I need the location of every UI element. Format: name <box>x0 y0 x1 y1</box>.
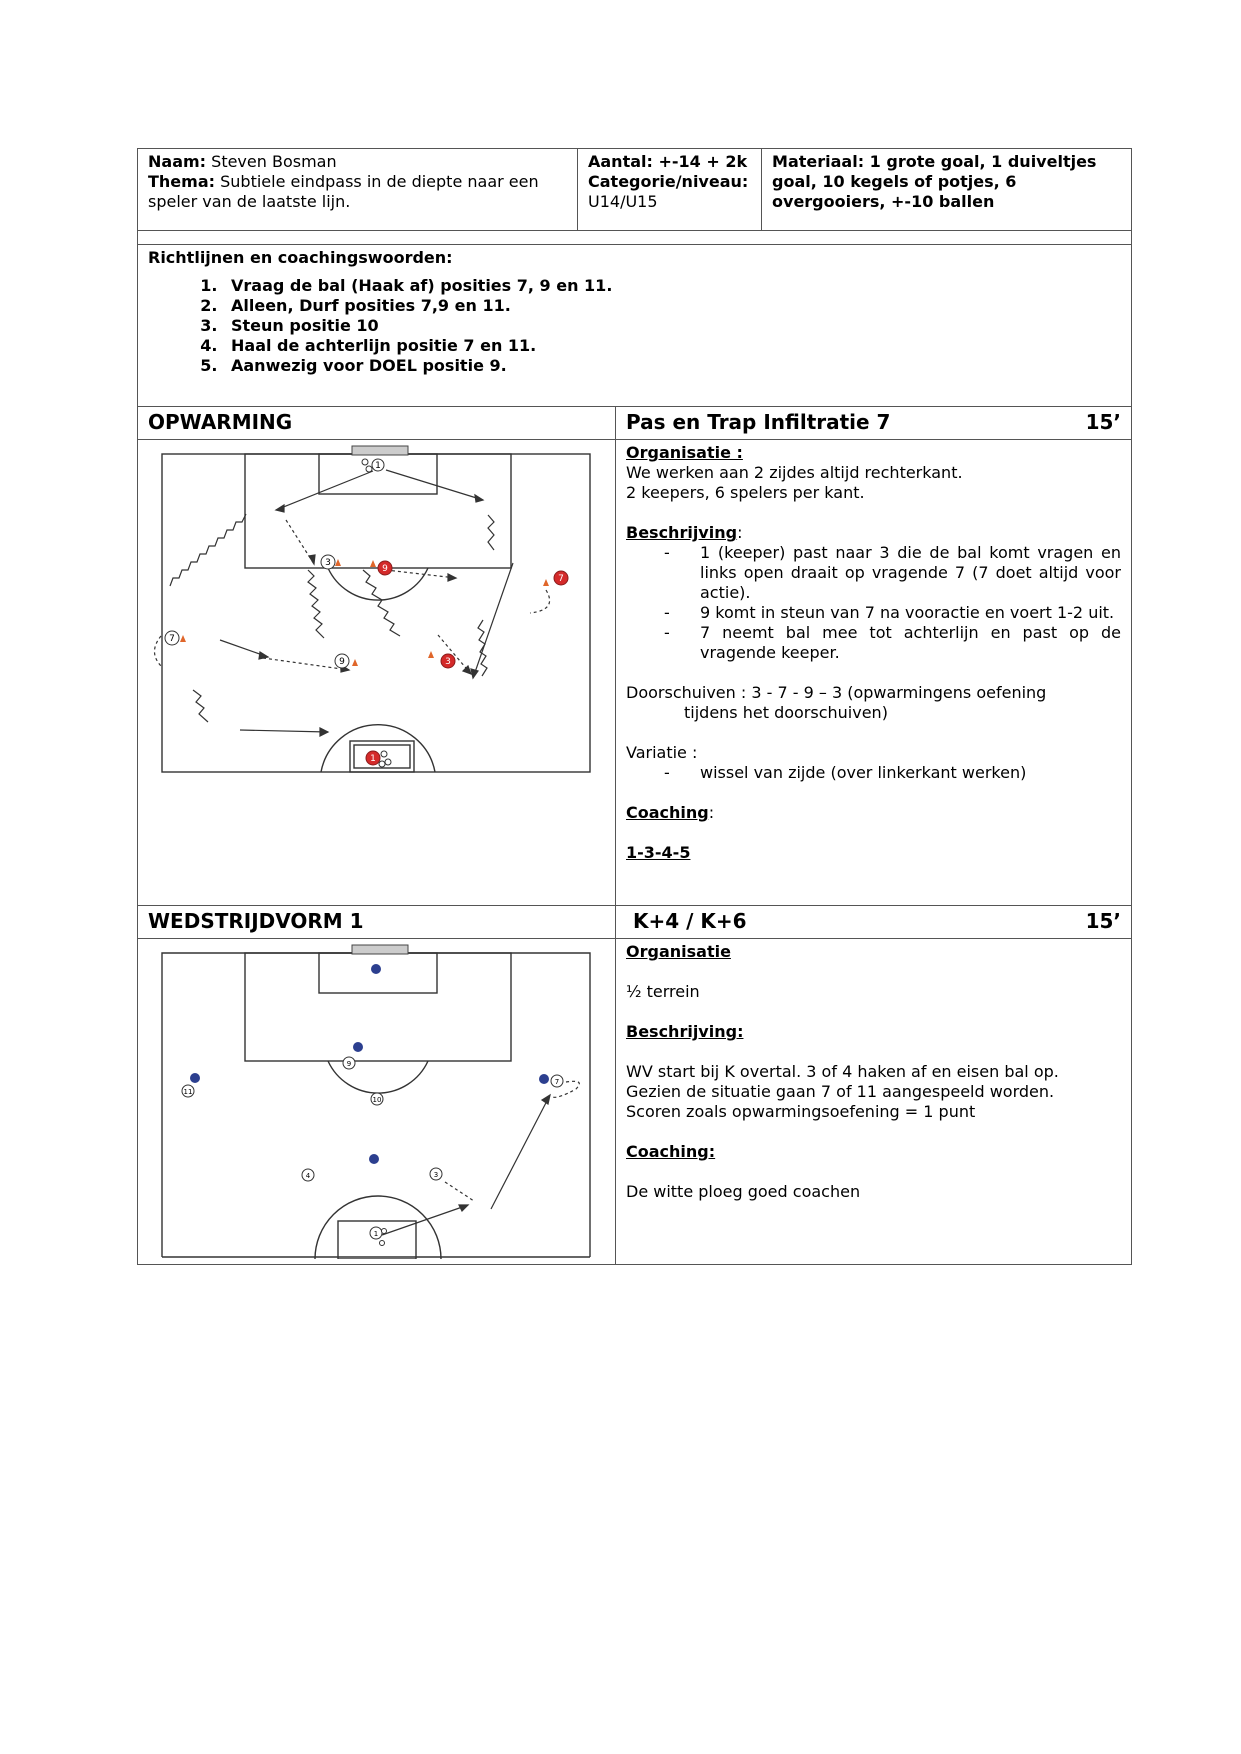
variatie-item: - wissel van zijde (over linkerkant werken) <box>664 763 1121 783</box>
white-player-label: 3 <box>433 1171 439 1179</box>
wedstrijdvorm-field-diagram <box>138 939 616 1259</box>
opwarming-text-cell: Organisatie : We werken aan 2 zijdes altijd rechterkant. 2 keepers, 6 spelers per kant. Beschrijving: - 1 (keeper) past naar 3 die de bal komt vragen en links open draait op vragende 7 (7 doet altijd voor actie). - 9 komt in steun van 7 na vooractie en voert 1-2 uit. - 7 neemt bal mee tot achterlijn en past op de vragende keeper. Doorschuiven : 3 - 7 - 9 – 3 (opwarmingens oefening tijdens het doorschuiven) Variatie : - wissel van zijde (over linkerkant werken) Coaching: 1-3-4-5 <box>616 440 1132 906</box>
wedstrijdvorm-diagram-cell <box>138 939 616 1265</box>
white-player-label: 3 <box>325 558 331 568</box>
beschrijving-label: Beschrijving <box>626 523 738 542</box>
spacer-row <box>138 231 1132 245</box>
white-player-label: 10 <box>372 1096 382 1104</box>
coaching-label: Coaching: <box>626 1142 716 1161</box>
red-player-label: 1 <box>370 754 376 764</box>
red-player-label: 9 <box>382 564 388 574</box>
aantal-cell <box>578 149 762 231</box>
beschrijving-line: Scoren zoals opwarmingsoefening = 1 punt <box>626 1102 976 1121</box>
variatie-label: Variatie : <box>626 743 698 762</box>
naam-thema-cell <box>138 149 578 231</box>
richtlijnen-title: Richtlijnen en coachingswoorden: <box>148 248 453 267</box>
richtlijn-item: 5. Aanwezig voor DOEL positie 9. <box>223 356 1121 376</box>
wedstrijdvorm-duration: 15’ <box>1085 909 1122 933</box>
white-player-label: 9 <box>346 1060 352 1068</box>
opwarming-title: OPWARMING <box>138 407 616 440</box>
red-player-label: 7 <box>558 574 564 584</box>
doorschuiven-line: Doorschuiven : 3 - 7 - 9 – 3 (opwarmingens oefening <box>626 683 1047 702</box>
coaching-value: De witte ploeg goed coachen <box>626 1182 861 1201</box>
naam-value: Steven Bosman <box>211 152 337 171</box>
white-player-label: 7 <box>554 1078 560 1086</box>
white-player-label: 7 <box>169 634 175 644</box>
opwarming-exercise-cell <box>616 407 1132 440</box>
doorschuiven-line: tijdens het doorschuiven) <box>684 703 888 722</box>
richtlijnen-row <box>138 245 1132 407</box>
beschrijving-item: - 7 neemt bal mee tot achterlijn en past op de vragende keeper. <box>664 623 1121 663</box>
coaching-value: 1-3-4-5 <box>626 843 691 862</box>
richtlijnen-list <box>148 276 1121 376</box>
opwarming-duration: 15’ <box>1085 410 1122 434</box>
wedstrijdvorm-title: WEDSTRIJDVORM 1 <box>138 906 616 939</box>
wedstrijdvorm-body-row <box>138 939 1132 1265</box>
opwarming-diagram-cell <box>138 440 616 906</box>
wedstrijdvorm-exercise-cell <box>616 906 1132 939</box>
richtlijn-item: 3. Steun positie 10 <box>223 316 1121 336</box>
coaching-label: Coaching <box>626 803 709 822</box>
aantal-label: Aantal: +-14 + 2k <box>588 152 748 171</box>
opwarming-body-row <box>138 440 1132 906</box>
header-row <box>138 149 1132 231</box>
red-player-label: 3 <box>445 657 451 667</box>
richtlijn-item: 2. Alleen, Durf posities 7,9 en 11. <box>223 296 1121 316</box>
organisatie-line: We werken aan 2 zijdes altijd rechterkant. <box>626 463 963 482</box>
beschrijving-label: Beschrijving: <box>626 1022 744 1041</box>
wedstrijdvorm-text-cell <box>616 939 1132 1265</box>
beschrijving-item: - 9 komt in steun van 7 na vooractie en voert 1-2 uit. <box>664 603 1121 623</box>
opwarming-heading-row <box>138 407 1132 440</box>
opwarming-field-diagram <box>138 440 616 900</box>
richtlijnen-cell <box>138 245 1132 407</box>
categorie-value: U14/U15 <box>588 192 658 211</box>
variatie-list <box>626 763 1121 783</box>
white-player-label: 11 <box>183 1088 193 1096</box>
wedstrijdvorm-heading-row <box>138 906 1132 939</box>
session-form <box>137 148 1131 1265</box>
form-table <box>137 148 1132 1265</box>
beschrijving-list <box>626 543 1121 663</box>
beschrijving-item: - 1 (keeper) past naar 3 die de bal komt vragen en links open draait op vragende 7 (7 doet altijd voor actie). <box>664 543 1121 603</box>
white-player-label: 4 <box>305 1172 311 1180</box>
organisatie-line: 2 keepers, 6 spelers per kant. <box>626 483 865 502</box>
thema-label: Thema: <box>148 172 216 191</box>
organisatie-label: Organisatie : <box>626 443 743 462</box>
beschrijving-line: WV start bij K overtal. 3 of 4 haken af en eisen bal op. <box>626 1062 1059 1081</box>
organisatie-value: ½ terrein <box>626 982 700 1001</box>
materiaal-cell: Materiaal: 1 grote goal, 1 duiveltjes goal, 10 kegels of potjes, 6 overgooiers, +-10 ballen <box>762 149 1132 231</box>
beschrijving-line: Gezien de situatie gaan 7 of 11 aangespeeld worden. <box>626 1082 1055 1101</box>
white-player-label: 9 <box>339 657 345 667</box>
white-player-label: 1 <box>375 461 381 471</box>
naam-label: Naam: <box>148 152 207 171</box>
categorie-label: Categorie/niveau: <box>588 172 749 191</box>
organisatie-label: Organisatie <box>626 942 731 961</box>
thema-value: Subtiele eindpass in de diepte naar een speler van de laatste lijn. <box>148 172 539 211</box>
wedstrijdvorm-exercise: K+4 / K+6 <box>633 909 747 933</box>
opwarming-exercise: Pas en Trap Infiltratie 7 <box>626 410 891 434</box>
white-player-label: 1 <box>373 1230 379 1238</box>
richtlijn-item: 4. Haal de achterlijn positie 7 en 11. <box>223 336 1121 356</box>
richtlijn-item: 1. Vraag de bal (Haak af) posities 7, 9 en 11. <box>223 276 1121 296</box>
